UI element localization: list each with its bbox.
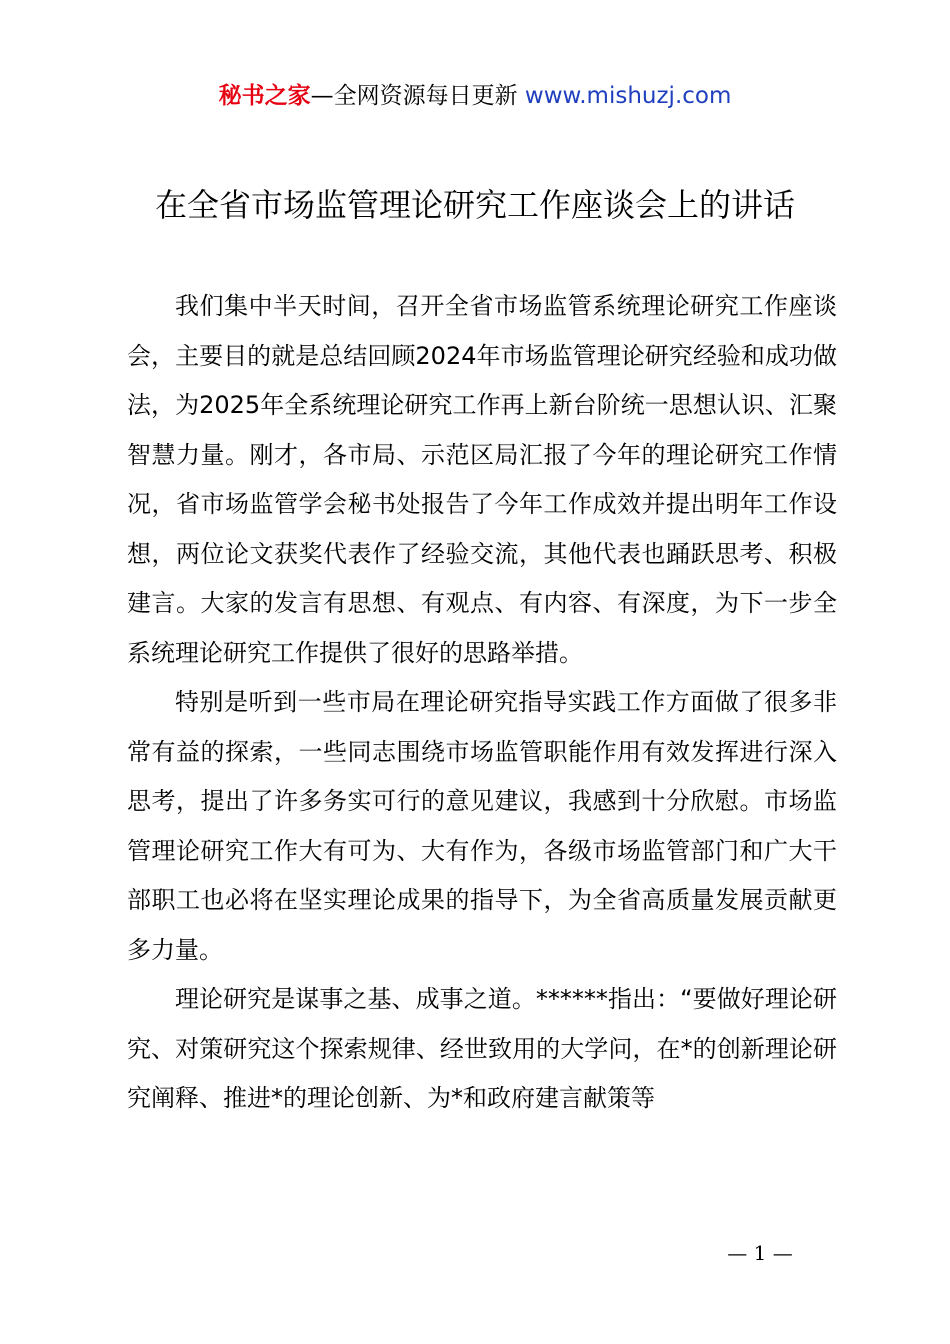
- site-slogan: —全网资源每日更新: [310, 83, 525, 109]
- document-title: 在全省市场监管理论研究工作座谈会上的讲话: [154, 186, 795, 224]
- document-body: [127, 282, 837, 1124]
- paragraph-1: 我们集中半天时间，召开全省市场监管系统理论研究工作座谈会，主要目的就是总结回顾2024年市场监管理论研究经验和成功做法，为2025年全系统理论研究工作再上新台阶统一思想认识、汇聚智慧力量。刚才，各市局、示范区局汇报了今年的理论研究工作情况，省市场监管学会秘书处报告了今年工作成效并提出明年工作设想，两位论文获奖代表作了经验交流，其他代表也踊跃思考、积极建言。大家的发言有思想、有观点、有内容、有深度，为下一步全系统理论研究工作提供了很好的思路举措。: [127, 292, 837, 667]
- paragraph-2: 特别是听到一些市局在理论研究指导实践工作方面做了很多非常有益的探索，一些同志围绕市场监管职能作用有效发挥进行深入思考，提出了许多务实可行的意见建议，我感到十分欣慰。市场监管理论研究工作大有可为、大有作为，各级市场监管部门和广大干部职工也必将在坚实理论成果的指导下，为全省高质量发展贡献更多力量。: [127, 688, 837, 964]
- site-brand: 秘书之家: [218, 83, 311, 109]
- page-number: — 1 —: [727, 1241, 793, 1265]
- paragraph-3: 理论研究是谋事之基、成事之道。******指出：“要做好理论研究、对策研究这个探索规律、经世致用的大学问，在*的创新理论研究阐释、推进*的理论创新、为*和政府建言献策等: [127, 985, 837, 1112]
- site-header: [0, 80, 950, 112]
- site-url-link[interactable]: www.mishuzj.com: [524, 83, 732, 109]
